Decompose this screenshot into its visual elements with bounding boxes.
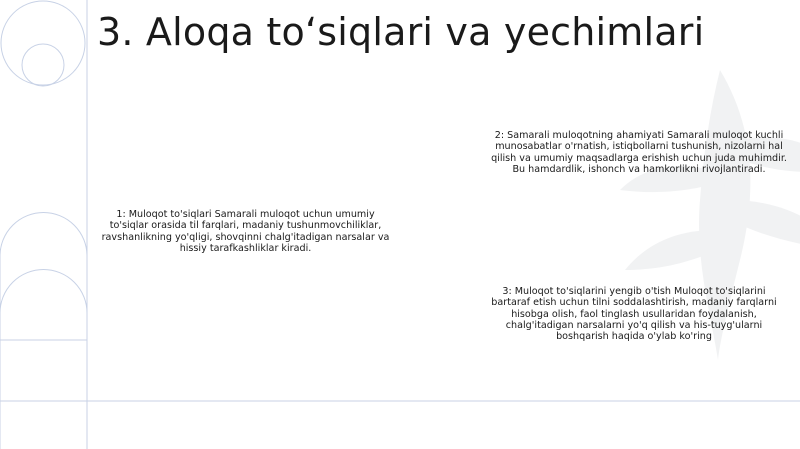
arch-upper	[0, 213, 87, 449]
arch-lower	[0, 270, 87, 314]
slide-title: 3. Aloqa to‘siqlari va yechimlari	[97, 10, 705, 54]
inner-circle	[22, 44, 64, 86]
text-block-overcoming: 3: Muloqot to'siqlarini yengib o'tish Muloqot to'siqlarini bartaraf etish uchun tilni soddalashtirish, madaniy farqlarni hisobga olish, faol tinglash usullaridan foydalanish, chalg'itadigan narsalarni yo'q qilish va his-tuyg'ularni boshqarish haqida o'ylab ko'ring	[491, 286, 777, 343]
text-block-importance: 2: Samarali muloqotning ahamiyati Samarali muloqot kuchli munosabatlar o'rnatish, istiqbollarni tushunish, nizolarni hal qilish va umumiy maqsadlarga erishish uchun juda muhimdir. Bu hamdardlik, ishonch va hamkorlikni rivojlantiradi.	[491, 130, 787, 175]
outer-circle	[1, 1, 85, 85]
text-block-barriers: 1: Muloqot to'siqlari Samarali muloqot uchun umumiy to'siqlar orasida til farqlari, madaniy tushunmovchiliklar, ravshanlikning yo'qligi, shovqinni chalg'itadigan narsalar va hissiy tarafkashliklar kiradi.	[101, 209, 390, 254]
